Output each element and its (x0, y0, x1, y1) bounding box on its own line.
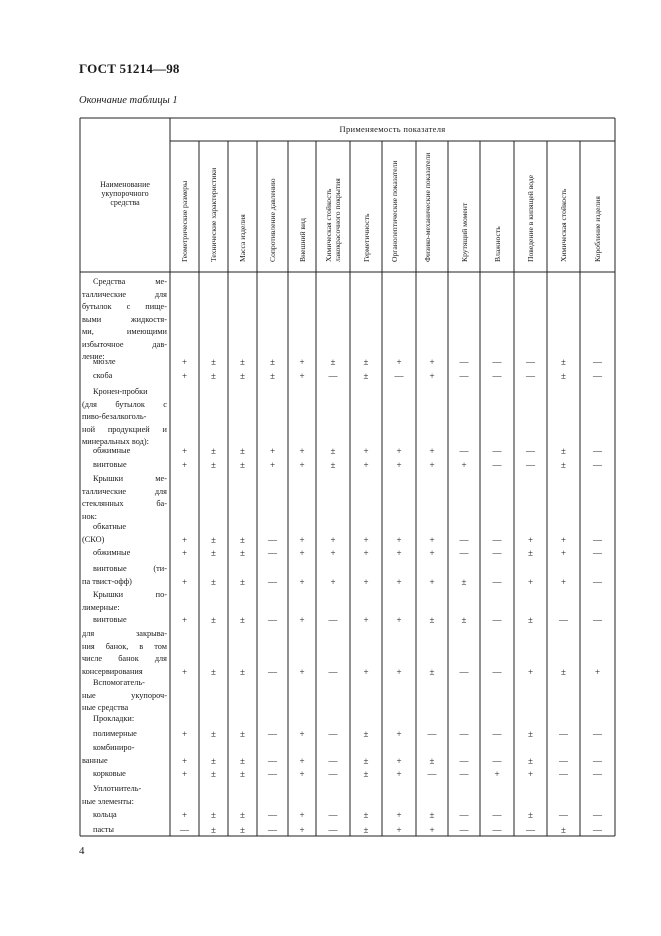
row-name (93, 614, 167, 627)
row-name-line: Прокладки: (93, 714, 135, 723)
row-name-line: скоба (93, 371, 113, 380)
value-mark: ± (211, 446, 216, 456)
value-mark: + (299, 729, 305, 739)
value-mark: + (363, 534, 369, 545)
value-mark: + (181, 446, 188, 456)
row-name-line: обкатные (93, 522, 127, 531)
value-mark: + (396, 666, 402, 677)
value-mark: — (328, 755, 338, 766)
value-mark: — (526, 371, 535, 381)
value-mark: + (181, 534, 188, 545)
value-mark: — (268, 729, 277, 739)
row-name (82, 563, 167, 588)
value-mark: ± (429, 666, 435, 677)
value-mark: — (593, 810, 602, 820)
row-name (93, 809, 167, 822)
value-mark: ± (270, 371, 275, 381)
value-mark: + (396, 810, 402, 820)
value-mark: + (429, 548, 435, 558)
row-name (93, 547, 167, 560)
row-name-line: (СКО) (82, 534, 105, 544)
row-name-line: ные элементы: (82, 796, 134, 806)
value-mark: — (268, 548, 277, 558)
row-name-line: кольца (93, 810, 117, 819)
value-mark: ± (240, 446, 245, 456)
row-name-line: ные средства (82, 703, 129, 712)
value-mark: + (527, 769, 534, 779)
document-title: ГОСТ 51214—98 (79, 61, 180, 76)
value-mark: + (429, 371, 435, 381)
value-mark: — (328, 810, 338, 820)
value-mark: ± (363, 825, 369, 835)
row-name (82, 589, 167, 614)
value-mark: — (593, 548, 602, 558)
row-name (93, 370, 167, 383)
value-mark: — (459, 357, 469, 367)
value-mark: + (330, 548, 336, 558)
row-name-line: ми, имеющими (82, 327, 167, 336)
value-mark: — (328, 825, 338, 835)
value-mark: ± (240, 755, 245, 766)
value-mark: ± (528, 755, 533, 766)
row-name-line: обжимные (93, 446, 131, 455)
value-mark: + (429, 825, 435, 835)
value-mark: — (328, 615, 338, 625)
value-mark: ± (211, 810, 216, 820)
value-mark: — (526, 825, 535, 835)
value-mark: + (181, 769, 188, 779)
value-mark: ± (211, 825, 216, 835)
value-mark: ± (240, 534, 245, 545)
value-mark: ± (528, 548, 533, 558)
row-name-line: пиво-безалкоголь- (82, 412, 147, 421)
value-mark: + (396, 615, 402, 625)
value-mark: — (593, 615, 602, 625)
row-name-line: ной продукцией и (82, 424, 167, 434)
row-name (82, 783, 167, 808)
row-name-line: пасты (93, 825, 115, 834)
value-mark: — (559, 755, 568, 766)
value-mark: + (330, 534, 336, 545)
value-mark: — (328, 729, 338, 739)
value-mark: — (593, 357, 602, 367)
value-mark: + (363, 666, 369, 677)
column-header: Химическая стойкость лакокрасочного покрытия (324, 178, 342, 262)
value-mark: — (268, 615, 277, 625)
value-mark: ± (240, 548, 245, 558)
column-header: Химическая стойкость (559, 188, 568, 262)
value-mark: — (459, 729, 469, 739)
value-mark: ± (240, 460, 245, 470)
value-mark: — (492, 460, 502, 470)
value-mark: + (527, 576, 534, 587)
value-mark: ± (240, 371, 245, 381)
value-mark: + (396, 548, 402, 558)
value-mark: — (459, 534, 469, 545)
value-mark: — (593, 729, 602, 739)
value-mark: + (181, 810, 188, 820)
row-name-line: для закрыва- (82, 629, 167, 638)
value-mark: — (268, 666, 277, 677)
column-header: Физико-механические показатели (423, 152, 432, 262)
value-mark: ± (211, 769, 216, 779)
value-mark: — (492, 357, 502, 367)
value-mark: ± (211, 534, 216, 545)
column-header: Геометрические размеры (180, 180, 189, 262)
value-mark: + (594, 666, 601, 677)
value-mark: ± (240, 825, 245, 835)
row-name-line: мюзле (93, 357, 116, 366)
row-name-line: корковые (93, 769, 126, 778)
row-name-line: стеклянных ба- (82, 499, 167, 508)
value-mark: — (180, 825, 189, 835)
row-name (82, 521, 167, 546)
row-name (93, 824, 167, 837)
value-mark: ± (240, 769, 245, 779)
row-name (82, 276, 167, 364)
value-mark: ± (528, 810, 533, 820)
value-mark: ± (429, 755, 435, 766)
value-mark: — (559, 615, 568, 625)
row-name-line: таллические для (82, 486, 167, 496)
column-header: Коробление изделия (593, 196, 602, 262)
row-name-line: ванные (82, 755, 108, 765)
row-name (82, 677, 167, 715)
value-mark: ± (528, 729, 533, 739)
row-name-line: па твист-офф) (82, 576, 132, 586)
value-mark: + (429, 534, 435, 545)
value-mark: + (527, 534, 534, 545)
value-mark: ± (240, 810, 245, 820)
value-mark: — (559, 810, 568, 820)
value-mark: + (363, 548, 369, 558)
row-name (93, 768, 167, 781)
row-name-line: винтовые (93, 460, 127, 469)
value-mark: ± (363, 371, 369, 381)
value-mark: + (363, 460, 369, 470)
value-mark: ± (330, 446, 336, 456)
value-mark: ± (211, 576, 216, 587)
column-header: Влажность (492, 226, 502, 262)
value-mark: ± (363, 810, 369, 820)
value-mark: — (459, 666, 469, 677)
value-mark: + (363, 446, 369, 456)
column-header: Технические характеристики (209, 167, 218, 262)
value-mark: ± (211, 357, 216, 367)
row-name-line: (для бутылок с (82, 399, 167, 409)
value-mark: + (299, 755, 305, 766)
row-name (82, 386, 167, 449)
row-name-line: Средства ме- (93, 277, 167, 286)
value-mark: + (429, 357, 435, 367)
value-mark: ± (461, 576, 467, 587)
value-mark: + (181, 548, 188, 558)
row-name (93, 445, 167, 458)
value-mark: — (268, 825, 277, 835)
value-mark: + (181, 371, 188, 381)
value-mark: + (396, 357, 402, 367)
value-mark: — (328, 769, 338, 779)
value-mark: ± (561, 371, 566, 381)
value-mark: — (268, 769, 277, 779)
row-name-line: выми жидкостя- (82, 314, 167, 324)
value-mark: ± (561, 825, 566, 835)
row-name (93, 728, 167, 741)
column-header: Поведение в кипящей воде (526, 174, 535, 262)
value-mark: — (559, 769, 568, 779)
value-mark: + (299, 357, 305, 367)
value-mark: + (181, 357, 188, 367)
value-mark: ± (211, 371, 216, 381)
value-mark: — (459, 825, 469, 835)
value-mark: ± (363, 755, 369, 766)
value-mark: + (396, 534, 402, 545)
value-mark: ± (363, 769, 369, 779)
row-name-line: ные укупороч- (82, 690, 167, 700)
row-name-line: нок: (82, 511, 97, 521)
value-mark: — (492, 615, 502, 625)
value-mark: + (181, 615, 188, 625)
value-mark: + (330, 576, 336, 587)
page-number: 4 (79, 845, 85, 857)
value-mark: ± (561, 666, 566, 677)
value-mark: — (593, 534, 602, 545)
value-mark: — (459, 810, 469, 820)
value-mark: + (363, 615, 369, 625)
value-mark: — (394, 371, 404, 381)
row-name-line: избыточное дав- (82, 339, 167, 349)
column-header: Герметичность (361, 213, 371, 262)
value-mark: — (328, 371, 338, 381)
row-name-line: обжимные (93, 548, 131, 557)
value-mark: — (459, 755, 469, 766)
column-header: Органолептические показатели (390, 160, 399, 262)
value-mark: — (427, 729, 437, 739)
value-mark: + (299, 615, 305, 625)
value-mark: — (492, 548, 502, 558)
value-mark: — (492, 729, 502, 739)
value-mark: — (492, 666, 502, 677)
value-mark: — (459, 446, 469, 456)
row-name-line: винтовые (ти- (93, 564, 167, 573)
row-name-line: консервирования (82, 666, 143, 676)
row-name (82, 628, 167, 678)
table-caption: Окончание таблицы 1 (79, 95, 178, 106)
row-name-line: Вспомогатель- (93, 678, 145, 687)
value-mark: — (593, 460, 602, 470)
value-mark: + (396, 729, 402, 739)
row-name-line: винтовые (93, 615, 127, 624)
column-header: Сопротивление давлению (268, 178, 277, 262)
value-mark: — (459, 371, 469, 381)
value-mark: ± (363, 357, 369, 367)
value-mark: + (181, 460, 188, 470)
value-mark: — (492, 825, 502, 835)
value-mark: — (459, 548, 469, 558)
value-mark: — (559, 729, 568, 739)
value-mark: — (492, 534, 502, 545)
value-mark: — (492, 755, 502, 766)
value-mark: ± (211, 666, 216, 677)
value-mark: ± (211, 615, 216, 625)
value-mark: + (527, 666, 534, 677)
value-mark: + (396, 446, 402, 456)
value-mark: + (560, 548, 567, 558)
value-mark: — (492, 446, 502, 456)
value-mark: — (593, 769, 602, 779)
value-mark: + (299, 576, 305, 587)
value-mark: + (181, 666, 188, 677)
column-header: Крутящий момент (459, 202, 469, 262)
value-mark: + (299, 666, 305, 677)
row-name-line: бутылок с пище- (82, 302, 167, 311)
value-mark: + (299, 825, 305, 835)
row-name-line: минеральных вод): (82, 437, 149, 446)
value-mark: + (494, 769, 500, 779)
row-name-line: Крышки ме- (93, 474, 167, 483)
value-mark: ± (561, 357, 566, 367)
value-mark: + (299, 460, 305, 470)
value-mark: ± (363, 729, 369, 739)
value-mark: — (459, 769, 469, 779)
value-mark: ± (528, 615, 533, 625)
value-mark: + (181, 576, 188, 587)
value-mark: ± (211, 729, 216, 739)
row-name-line: полимерные (93, 729, 137, 738)
value-mark: — (328, 666, 338, 677)
value-mark: + (396, 825, 402, 835)
value-mark: — (593, 446, 602, 456)
value-mark: + (269, 446, 276, 456)
value-mark: + (396, 576, 402, 587)
value-mark: — (492, 810, 502, 820)
row-name (93, 356, 167, 369)
value-mark: + (396, 755, 402, 766)
value-mark: ± (270, 357, 275, 367)
value-mark: — (526, 446, 535, 456)
value-mark: + (299, 769, 305, 779)
value-mark: — (268, 534, 277, 545)
value-mark: — (268, 755, 277, 766)
value-mark: ± (240, 615, 245, 625)
value-mark: ± (211, 548, 216, 558)
value-mark: — (268, 810, 277, 820)
row-name (93, 713, 167, 726)
value-mark: ± (330, 357, 336, 367)
row-name-line: лимерные: (82, 602, 120, 612)
column-header: Масса изделия (238, 214, 247, 262)
value-mark: — (427, 769, 437, 779)
value-mark: ± (240, 729, 245, 739)
value-mark: ± (461, 615, 467, 625)
value-mark: + (299, 534, 305, 545)
row-name-line: комбиниро- (93, 743, 135, 752)
value-mark: ± (240, 357, 245, 367)
value-mark: ± (330, 460, 336, 470)
value-mark: + (299, 371, 305, 381)
value-mark: + (181, 755, 188, 766)
value-mark: — (593, 576, 602, 587)
value-mark: + (299, 446, 305, 456)
value-mark: — (593, 755, 602, 766)
first-column-header: Наименование укупорочного средства (100, 180, 150, 208)
value-mark: — (492, 576, 502, 587)
row-name (82, 473, 167, 523)
value-mark: — (268, 576, 277, 587)
row-name-line: числе банок для (82, 654, 167, 663)
row-name-line: Крышки по- (93, 590, 167, 599)
value-mark: ± (429, 810, 435, 820)
value-mark: + (429, 446, 435, 456)
value-mark: + (560, 576, 567, 587)
value-mark: ± (240, 576, 245, 587)
row-name-line: Уплотнитель- (93, 784, 142, 793)
value-mark: — (526, 357, 535, 367)
value-mark: + (299, 548, 305, 558)
value-mark: + (560, 534, 567, 545)
row-name-line: ление: (82, 352, 105, 361)
value-mark: — (492, 371, 502, 381)
value-mark: + (396, 460, 402, 470)
value-mark: ± (240, 666, 245, 677)
value-mark: + (396, 769, 402, 779)
value-mark: ± (561, 460, 566, 470)
row-name (82, 742, 167, 767)
value-mark: + (429, 576, 435, 587)
row-name-line: ния банок, в том (82, 641, 167, 651)
value-mark: ± (211, 460, 216, 470)
value-mark: + (461, 460, 467, 470)
value-mark: ± (561, 446, 566, 456)
value-mark: + (429, 460, 435, 470)
group-header: Применяемость показателя (339, 124, 446, 134)
row-name (93, 459, 167, 472)
value-mark: + (299, 810, 305, 820)
row-name-line: Кронен-пробки (93, 387, 148, 396)
row-name-line: таллические для (82, 289, 167, 299)
value-mark: — (593, 371, 602, 381)
value-mark: + (181, 729, 188, 739)
column-header: Внешний вид (297, 218, 307, 262)
value-mark: + (363, 576, 369, 587)
value-mark: — (526, 460, 535, 470)
value-mark: + (269, 460, 276, 470)
value-mark: — (593, 825, 602, 835)
value-mark: ± (429, 615, 435, 625)
value-mark: ± (211, 755, 216, 766)
